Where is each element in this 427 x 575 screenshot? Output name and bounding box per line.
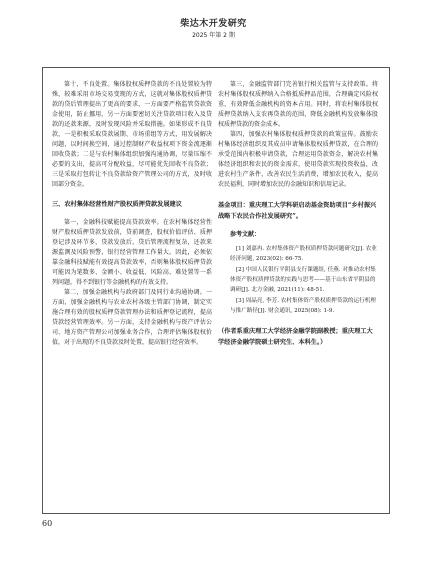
fund-note: 基金项目：重庆理工大学科研启动基金资助项目“乡村振兴战略下农民合作社发展研究”。 — [218, 202, 377, 220]
reference-item: [1] 刘嘉冉. 农村集体资产股权质押贷款问题研究[J]. 农业经济问题, 2023(02): 66-75. — [230, 246, 377, 262]
paragraph-coordination: 第二，加强金融机构与政府部门及同行业沟通协调。一方面，加强金融机构与农业农村各级主管部门协调，制定实施合理有效的股权质押贷款管理办法和质押登记流程，提高贷款经营管理效率。另一方面，支持金融机构与资产评估公司、地方资产管理公司加强业务合作，合理评估集体股权价值，对于出现的不良贷款及时处置，提高银行经营效率。 — [52, 289, 212, 346]
right-column — [218, 80, 378, 348]
page-number: 60 — [42, 519, 53, 528]
left-column — [52, 80, 212, 348]
running-header — [0, 16, 427, 39]
paragraph-bad-loan-disposal: 第十，不良处置。集体股权质押贷款的不良处置较为特殊，较难采用市场交易变现的方式，这就对集体股权质押贷款的贷后管理提出了更高的要求，一方面要严格监管贷款资金使用，防止挪用，另一方面要密切关注贷款项目收入及贷款的还款来源，及时发现风险并采取措施。如果形成不良贷款，一是积极采取贷款展期、市场重组等方式，用发展解决问题，以时间换空间，通过控制财产收益权项下资金流逐渐回收贷款；二是与农村集体组织加强沟通协调，尽量压缩不必要的支出，提高可分配收益，尽可能优先回收不良贷款；三是采取打包转让不良贷款给资产管理公司的方式，及时收回部分资金。 — [52, 81, 212, 188]
reference-item: [2] 中国人民银行平阴县支行课题组, 任燕. 对推动农村集体资产股权质押贷款的实践与思考——基于山东省平阴县的调研[J]. 北方金融, 2021(11): 48-51. — [230, 267, 376, 293]
issue-label: 2025 年第 2 期 — [192, 32, 235, 39]
references-heading: 参考文献： — [230, 231, 261, 238]
paragraph-regulation: 第三，金融监管部门完善银行相关监管与支持政策。将农村集体股权质押纳入合格抵质押品范围，合理确定风险权重，有效降低金融机构的资本占用。同时，将农村集体股权质押贷款纳入支农再贷款的范围，降低金融机构发放集体股权质押贷款的资金成本。 — [218, 81, 378, 128]
paragraph-fintech: 第一，金融科技赋能提高贷款效率。在农村集体经营性财产股权质押贷款发放前，贷前调查，股权价值评估、质押登记涉及环节多，贷款发放后，贷后管理流程复杂，还款来源监测及风险预警，银行经营管理工作量大。因此，必须依靠金融科技赋能有效提高贷款效率，否则集体股权质押贷款可能因为笔数多、金额小、收益低、风险高、难处置等一系列问题，得不到银行等金融机构的有效支持。 — [52, 219, 212, 286]
journal-title: 柴达木开发研究 — [180, 19, 247, 29]
author-note: （作者系重庆理工大学经济金融学院副教授；重庆理工大学经济金融学院硕士研究生、本科生。） — [218, 328, 373, 346]
paragraph-publicity: 第四，加强农村集体股权质押贷款的政策宣传。鼓励农村集体经济组织及其成员申请集体股权质押贷款，在合理的承受范围内积极申请贷款，合理运用贷款资金，解决农村集体经济组织和农民的资金需求，使用贷款实现投资收益，改进农村生产条件，改善农民生活消费，增加农民收入，提高农民福利，同时增加农民的金融知识和信用记录。 — [218, 131, 378, 188]
section-heading-suggestions: 三、农村集体经营性财产股权质押贷款发展建议 — [52, 201, 182, 208]
reference-item: [3] 周晶亮, 李芳. 农村集体资产股权质押贷款的运行机理与推广路径[J]. 财会通讯, 2025(08): 1-9. — [230, 298, 376, 314]
